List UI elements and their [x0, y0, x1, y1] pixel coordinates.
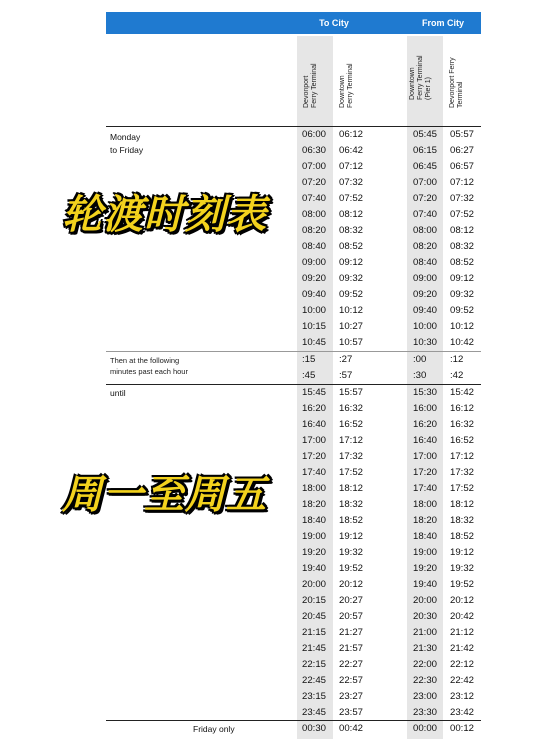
time-cell: 10:00: [302, 305, 327, 316]
time-cell: 23:30: [413, 707, 438, 718]
time-cell: 09:00: [413, 273, 438, 284]
time-cell: 21:12: [450, 627, 475, 638]
time-cell: 19:20: [413, 563, 438, 574]
time-cell: 20:00: [413, 595, 438, 606]
time-cell: 07:12: [339, 161, 364, 172]
time-cell: 00:42: [339, 723, 364, 734]
time-cell: 07:00: [413, 177, 438, 188]
time-cell: 19:00: [302, 531, 327, 542]
time-cell: 17:40: [302, 467, 327, 478]
time-cell: :42: [450, 370, 464, 381]
time-cell: 18:32: [339, 499, 364, 510]
time-cell: 21:00: [413, 627, 438, 638]
time-cell: 09:40: [413, 305, 438, 316]
time-cell: 06:45: [413, 161, 438, 172]
time-cell: 17:20: [413, 467, 438, 478]
col-head-devonport-to: Devonport Ferry Terminal: [303, 63, 318, 108]
col-head-devonport-from: Devonport Ferry Terminal: [449, 57, 464, 108]
time-cell: 07:12: [450, 177, 475, 188]
time-cell: 08:52: [339, 241, 364, 252]
until-label: until: [110, 388, 126, 398]
time-cell: 06:27: [450, 145, 475, 156]
time-cell: 23:12: [450, 691, 475, 702]
time-cell: 06:57: [450, 161, 475, 172]
time-cell: :57: [339, 370, 353, 381]
time-cell: :27: [339, 354, 353, 365]
time-cell: 20:27: [339, 595, 364, 606]
time-cell: 18:40: [413, 531, 438, 542]
time-cell: 16:32: [450, 419, 475, 430]
time-cell: 10:42: [450, 337, 475, 348]
time-cell: 21:30: [413, 643, 438, 654]
time-cell: 20:15: [302, 595, 327, 606]
time-cell: 16:00: [413, 403, 438, 414]
friday-label: Friday only: [193, 724, 235, 734]
time-cell: 06:12: [339, 129, 364, 140]
time-cell: 16:52: [450, 435, 475, 446]
timetable-title-overlay: 轮渡时刻表: [62, 193, 267, 237]
time-cell: 21:27: [339, 627, 364, 638]
time-cell: 18:20: [413, 515, 438, 526]
time-cell: 22:15: [302, 659, 327, 670]
time-cell: :30: [413, 370, 427, 381]
time-cell: 18:00: [413, 499, 438, 510]
time-cell: :12: [450, 354, 464, 365]
time-cell: 08:00: [413, 225, 438, 236]
time-cell: 22:42: [450, 675, 475, 686]
time-cell: 18:32: [450, 515, 475, 526]
time-cell: 16:52: [339, 419, 364, 430]
time-cell: 19:40: [302, 563, 327, 574]
time-cell: 18:40: [302, 515, 327, 526]
time-cell: 00:30: [302, 723, 327, 734]
time-cell: 10:12: [450, 321, 475, 332]
time-cell: 08:40: [413, 257, 438, 268]
time-cell: 18:12: [339, 483, 364, 494]
time-cell: 17:32: [339, 451, 364, 462]
time-cell: 18:52: [450, 531, 475, 542]
time-cell: 23:00: [413, 691, 438, 702]
from-city-header: From City: [421, 18, 464, 28]
time-cell: 09:20: [413, 289, 438, 300]
time-cell: 23:57: [339, 707, 364, 718]
time-cell: 09:12: [339, 257, 364, 268]
time-cell: 17:00: [302, 435, 327, 446]
time-cell: 09:12: [450, 273, 475, 284]
time-cell: 21:42: [450, 643, 475, 654]
time-cell: 19:20: [302, 547, 327, 558]
time-cell: 06:30: [302, 145, 327, 156]
time-cell: 10:15: [302, 321, 327, 332]
time-cell: 20:12: [450, 595, 475, 606]
time-cell: 21:57: [339, 643, 364, 654]
time-cell: 18:12: [450, 499, 475, 510]
time-cell: 19:40: [413, 579, 438, 590]
time-cell: 20:57: [339, 611, 364, 622]
time-cell: 08:00: [302, 209, 327, 220]
time-cell: :15: [302, 354, 316, 365]
time-cell: 20:45: [302, 611, 327, 622]
time-cell: 06:42: [339, 145, 364, 156]
time-cell: 16:20: [302, 403, 327, 414]
time-cell: 17:00: [413, 451, 438, 462]
time-cell: 17:52: [339, 467, 364, 478]
time-cell: :45: [302, 370, 316, 381]
time-cell: 23:45: [302, 707, 327, 718]
time-cell: 19:52: [339, 563, 364, 574]
time-cell: 08:32: [450, 241, 475, 252]
col-head-downtown-to: Downtown Ferry Terminal: [339, 63, 354, 108]
time-cell: 19:12: [339, 531, 364, 542]
time-cell: 22:27: [339, 659, 364, 670]
time-cell: 16:20: [413, 419, 438, 430]
time-cell: 22:45: [302, 675, 327, 686]
time-cell: 00:00: [413, 723, 438, 734]
time-cell: 09:52: [339, 289, 364, 300]
time-cell: 22:12: [450, 659, 475, 670]
time-cell: 15:30: [413, 387, 438, 398]
time-cell: 08:20: [302, 225, 327, 236]
time-cell: 08:20: [413, 241, 438, 252]
weekday-label: Monday to Friday: [110, 132, 144, 155]
time-cell: 05:57: [450, 129, 475, 140]
time-cell: 18:20: [302, 499, 327, 510]
time-cell: 17:20: [302, 451, 327, 462]
time-cell: 06:00: [302, 129, 327, 140]
time-cell: 16:40: [302, 419, 327, 430]
time-cell: 16:12: [450, 403, 475, 414]
time-cell: 07:52: [339, 193, 364, 204]
time-cell: 20:00: [302, 579, 327, 590]
time-cell: 09:00: [302, 257, 327, 268]
to-city-header: To City: [319, 18, 349, 28]
time-cell: 10:57: [339, 337, 364, 348]
time-cell: 23:15: [302, 691, 327, 702]
time-cell: 20:30: [413, 611, 438, 622]
time-cell: 07:32: [339, 177, 364, 188]
time-cell: 15:57: [339, 387, 364, 398]
time-cell: 19:32: [450, 563, 475, 574]
time-cell: 10:27: [339, 321, 364, 332]
time-cell: 17:12: [450, 451, 475, 462]
time-cell: 21:15: [302, 627, 327, 638]
time-cell: 08:40: [302, 241, 327, 252]
time-cell: 15:42: [450, 387, 475, 398]
time-cell: 09:52: [450, 305, 475, 316]
time-cell: 09:32: [339, 273, 364, 284]
time-cell: 17:12: [339, 435, 364, 446]
time-cell: 22:00: [413, 659, 438, 670]
time-cell: 09:40: [302, 289, 327, 300]
time-cell: 08:32: [339, 225, 364, 236]
time-cell: 20:42: [450, 611, 475, 622]
time-cell: 16:32: [339, 403, 364, 414]
time-cell: 10:12: [339, 305, 364, 316]
time-cell: 07:20: [413, 193, 438, 204]
time-cell: 10:00: [413, 321, 438, 332]
weekday-overlay: 周一至周五: [62, 473, 267, 517]
time-cell: 07:40: [413, 209, 438, 220]
time-cell: 19:32: [339, 547, 364, 558]
time-cell: 16:40: [413, 435, 438, 446]
time-cell: 08:52: [450, 257, 475, 268]
time-cell: 17:40: [413, 483, 438, 494]
time-cell: 00:12: [450, 723, 475, 734]
time-cell: 17:52: [450, 483, 475, 494]
time-cell: 09:20: [302, 273, 327, 284]
time-cell: 09:32: [450, 289, 475, 300]
time-cell: 05:45: [413, 129, 438, 140]
time-cell: 23:42: [450, 707, 475, 718]
col-head-downtown-pier-from: Downtown Ferry Terminal (Pier 1): [409, 55, 432, 100]
time-cell: 10:30: [413, 337, 438, 348]
time-cell: 06:15: [413, 145, 438, 156]
time-cell: 07:52: [450, 209, 475, 220]
time-cell: 08:12: [339, 209, 364, 220]
time-cell: 18:00: [302, 483, 327, 494]
time-cell: 19:00: [413, 547, 438, 558]
time-cell: 15:45: [302, 387, 327, 398]
time-cell: :00: [413, 354, 427, 365]
time-cell: 07:20: [302, 177, 327, 188]
time-cell: 23:27: [339, 691, 364, 702]
time-cell: 18:52: [339, 515, 364, 526]
time-cell: 07:00: [302, 161, 327, 172]
time-cell: 07:32: [450, 193, 475, 204]
time-cell: 08:12: [450, 225, 475, 236]
time-cell: 20:12: [339, 579, 364, 590]
time-cell: 21:45: [302, 643, 327, 654]
time-cell: 10:45: [302, 337, 327, 348]
time-cell: 22:57: [339, 675, 364, 686]
time-cell: 07:40: [302, 193, 327, 204]
interval-label: Then at the following minutes past each hour: [110, 356, 188, 376]
time-cell: 17:32: [450, 467, 475, 478]
time-cell: 19:12: [450, 547, 475, 558]
time-cell: 19:52: [450, 579, 475, 590]
time-cell: 22:30: [413, 675, 438, 686]
